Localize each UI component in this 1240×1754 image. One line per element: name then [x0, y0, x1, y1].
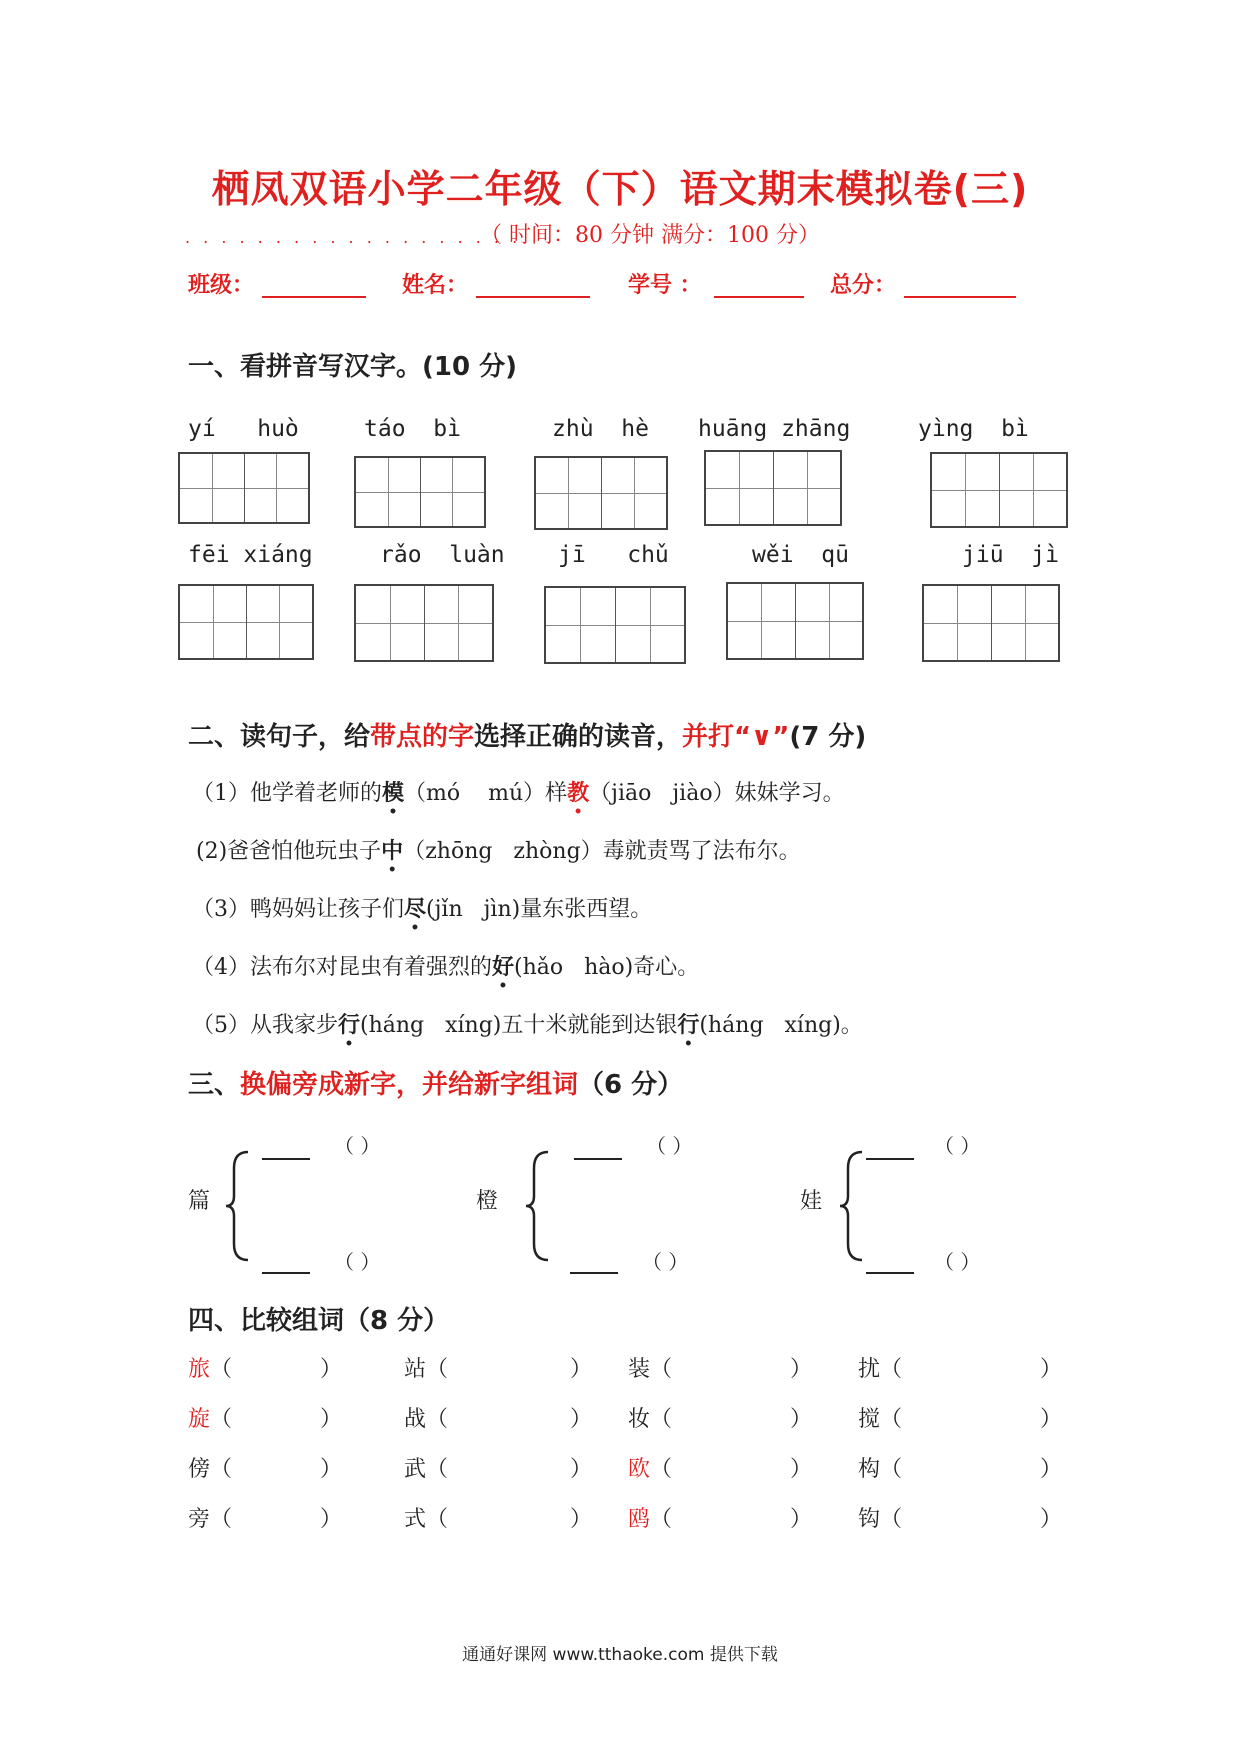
- q-text: （5）从我家步: [192, 1013, 338, 1038]
- decorative-dots: . . . . . . . . . . . . . . . . . . .: [185, 228, 522, 247]
- answer-blank[interactable]: [574, 1138, 622, 1160]
- pinyin-3: zhù hè: [552, 416, 649, 442]
- question-3: [192, 892, 652, 923]
- answer-paren-close: ）: [1040, 1357, 1063, 1382]
- answer-paren-open[interactable]: （: [880, 1357, 903, 1382]
- section-3-heading: [188, 1064, 683, 1101]
- compare-char: 欧: [628, 1457, 651, 1482]
- q-options[interactable]: (hǎo hào)奇心。: [514, 955, 700, 980]
- total-score-label: 总分：: [830, 273, 897, 298]
- dotted-char: 模: [382, 780, 405, 806]
- answer-paren-open[interactable]: （: [650, 1407, 673, 1432]
- q-options[interactable]: (jǐn jìn)量东张西望。: [426, 897, 653, 922]
- section-3-score: （6 分）: [578, 1070, 684, 1100]
- answer-paren-close: ）: [570, 1507, 593, 1532]
- word-paren[interactable]: （ ）: [934, 1250, 981, 1274]
- compare-char: 钩: [858, 1507, 881, 1532]
- answer-paren-open[interactable]: （: [426, 1357, 449, 1382]
- section-2-heading-part: 二、读句子，给: [188, 722, 371, 752]
- pinyin-8: jī chǔ: [558, 542, 669, 568]
- answer-paren-open[interactable]: （: [210, 1357, 233, 1382]
- section-2-heading-highlight: 带点的字: [370, 722, 475, 752]
- pinyin-10: jiū jì: [962, 542, 1059, 568]
- word-paren[interactable]: （ ）: [334, 1250, 381, 1274]
- word-paren[interactable]: （ ）: [934, 1134, 981, 1158]
- total-score-field[interactable]: [904, 270, 1016, 298]
- q-options[interactable]: （jiāo jiào）妹妹学习。: [589, 781, 845, 806]
- answer-paren-close: ）: [1040, 1507, 1063, 1532]
- compare-char: 傍: [188, 1457, 211, 1482]
- compare-char: 旁: [188, 1507, 211, 1532]
- exam-subtitle: （ 时间：80 分钟 满分：100 分）: [480, 223, 820, 248]
- compare-char: 战: [404, 1407, 427, 1432]
- answer-blank[interactable]: [570, 1252, 618, 1274]
- answer-paren-open[interactable]: （: [650, 1357, 673, 1382]
- student-id-field[interactable]: [714, 270, 804, 298]
- dotted-char: 教: [567, 780, 590, 806]
- brace-icon: [836, 1148, 866, 1264]
- compare-char: 站: [404, 1357, 427, 1382]
- dotted-char: 行: [338, 1012, 361, 1038]
- compare-char: 武: [404, 1457, 427, 1482]
- answer-paren-open[interactable]: （: [880, 1507, 903, 1532]
- compare-char: 扰: [858, 1357, 881, 1382]
- question-1: [192, 776, 845, 807]
- source-char: 篇: [188, 1189, 211, 1214]
- answer-paren-open[interactable]: （: [650, 1457, 673, 1482]
- writing-grid[interactable]: [534, 456, 668, 530]
- writing-grid[interactable]: [704, 450, 842, 526]
- q-text: (2)爸爸怕他玩虫子: [196, 839, 382, 864]
- q-options[interactable]: （mó mú）样: [404, 781, 568, 806]
- section-3-number: 三、: [188, 1070, 241, 1100]
- answer-paren-close: ）: [570, 1357, 593, 1382]
- answer-paren-open[interactable]: （: [880, 1407, 903, 1432]
- word-paren[interactable]: （ ）: [642, 1250, 689, 1274]
- dotted-char: 行: [677, 1012, 700, 1038]
- compare-char: 妆: [628, 1407, 651, 1432]
- class-field[interactable]: [262, 270, 366, 298]
- writing-grid[interactable]: [930, 452, 1068, 528]
- section-2-heading-highlight: 并打“∨”: [682, 722, 790, 752]
- name-label: 姓名：: [402, 273, 469, 298]
- pinyin-2: táo bì: [364, 416, 461, 442]
- pinyin-7: rǎo luàn: [380, 542, 505, 568]
- source-char: 娃: [800, 1189, 823, 1214]
- answer-paren-close: ）: [790, 1457, 813, 1482]
- pinyin-1: yí huò: [188, 416, 299, 442]
- answer-blank[interactable]: [262, 1252, 310, 1274]
- answer-paren-open[interactable]: （: [650, 1507, 673, 1532]
- page-title: 栖凤双语小学二年级（下）语文期末模拟卷(三): [211, 167, 1029, 211]
- brace-icon: [522, 1148, 552, 1264]
- writing-grid[interactable]: [726, 582, 864, 660]
- pinyin-6: fēi xiáng: [188, 542, 313, 568]
- writing-grid[interactable]: [354, 584, 494, 662]
- answer-paren-close: ）: [1040, 1457, 1063, 1482]
- compare-char: 装: [628, 1357, 651, 1382]
- section-2-heading-score: (7 分): [789, 722, 867, 752]
- q-options[interactable]: (háng xíng)。: [699, 1013, 863, 1038]
- answer-paren-open[interactable]: （: [426, 1507, 449, 1532]
- answer-paren-open[interactable]: （: [210, 1507, 233, 1532]
- answer-paren-close: ）: [320, 1357, 343, 1382]
- q-options[interactable]: (háng xíng)五十米就能到达银: [360, 1013, 678, 1038]
- compare-char: 旋: [188, 1407, 211, 1432]
- source-char: 橙: [476, 1189, 499, 1214]
- brace-icon: [222, 1148, 252, 1264]
- answer-paren-open[interactable]: （: [426, 1407, 449, 1432]
- q-options[interactable]: （zhōng zhòng）毒就责骂了法布尔。: [403, 839, 801, 864]
- answer-paren-close: ）: [1040, 1407, 1063, 1432]
- footer-credit: 通通好课网 www.tthaoke.com 提供下载: [462, 1645, 778, 1665]
- answer-paren-close: ）: [320, 1407, 343, 1432]
- question-5: [192, 1008, 863, 1039]
- pinyin-5: yìng bì: [918, 416, 1029, 442]
- writing-grid[interactable]: [544, 586, 686, 664]
- writing-grid[interactable]: [178, 452, 310, 524]
- section-1-heading: 一、看拼音写汉字。(10 分): [188, 352, 517, 382]
- writing-grid[interactable]: [354, 456, 486, 528]
- answer-blank[interactable]: [866, 1138, 914, 1160]
- word-paren[interactable]: （ ）: [646, 1134, 693, 1158]
- word-paren[interactable]: （ ）: [334, 1134, 381, 1158]
- q-text: （3）鸭妈妈让孩子们: [192, 897, 404, 922]
- q-text: （4）法布尔对昆虫有着强烈的: [192, 955, 492, 980]
- answer-paren-close: ）: [570, 1407, 593, 1432]
- answer-paren-open[interactable]: （: [426, 1457, 449, 1482]
- answer-paren-close: ）: [320, 1457, 343, 1482]
- pinyin-4: huāng zhāng: [698, 416, 851, 442]
- answer-blank[interactable]: [866, 1252, 914, 1274]
- section-4-heading: 四、比较组词（8 分）: [188, 1306, 450, 1336]
- compare-char: 构: [858, 1457, 881, 1482]
- answer-blank[interactable]: [262, 1138, 310, 1160]
- answer-paren-close: ）: [790, 1357, 813, 1382]
- question-4: [192, 950, 699, 981]
- answer-paren-open[interactable]: （: [210, 1457, 233, 1482]
- writing-grid[interactable]: [178, 584, 314, 660]
- q-text: （1）他学着老师的: [192, 781, 382, 806]
- answer-paren-open[interactable]: （: [880, 1457, 903, 1482]
- answer-paren-close: ）: [790, 1507, 813, 1532]
- answer-paren-close: ）: [790, 1407, 813, 1432]
- student-id-label: 学号 ：: [628, 273, 702, 298]
- answer-paren-close: ）: [320, 1507, 343, 1532]
- name-field[interactable]: [476, 270, 590, 298]
- pinyin-9: wěi qū: [752, 542, 849, 568]
- compare-char: 鸥: [628, 1507, 651, 1532]
- section-3-instruction: 换偏旁成新字，并给新字组词: [240, 1070, 579, 1100]
- compare-char: 搅: [858, 1407, 881, 1432]
- compare-char: 式: [404, 1507, 427, 1532]
- writing-grid[interactable]: [922, 584, 1060, 662]
- answer-paren-close: ）: [570, 1457, 593, 1482]
- class-label: 班级：: [188, 273, 255, 298]
- dotted-char: 中: [381, 838, 404, 864]
- compare-char: 旅: [188, 1357, 211, 1382]
- dotted-char: 尽: [404, 896, 427, 922]
- dotted-char: 好: [492, 954, 515, 980]
- answer-paren-open[interactable]: （: [210, 1407, 233, 1432]
- section-2-heading-part: 选择正确的读音，: [474, 722, 683, 752]
- section-2-heading: [188, 716, 866, 753]
- question-2: [196, 834, 801, 865]
